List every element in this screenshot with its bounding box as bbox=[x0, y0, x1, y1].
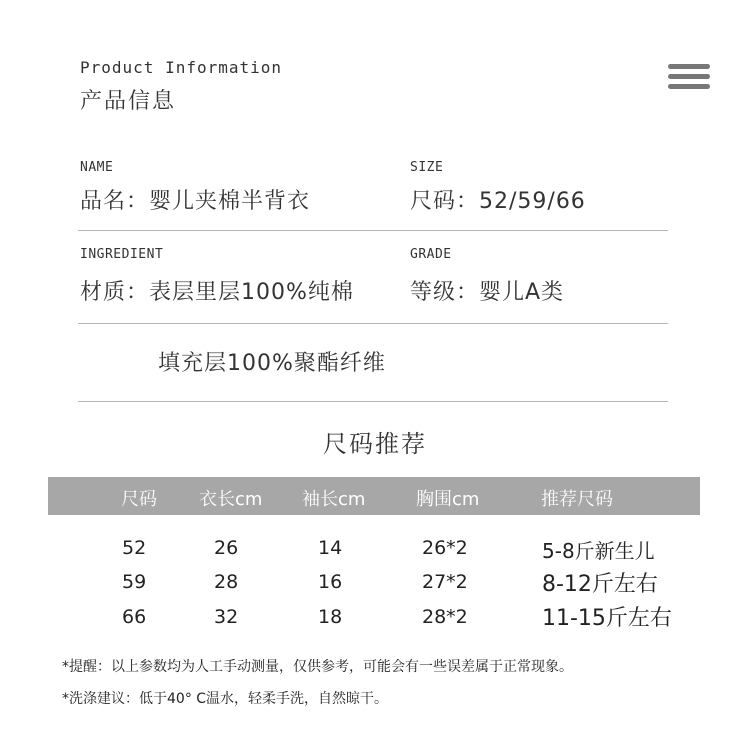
table-cell: 18 bbox=[318, 606, 343, 628]
ingredient-value: 材质：表层里层100%纯棉 bbox=[80, 280, 354, 305]
divider bbox=[78, 323, 668, 324]
ingredient-label: INGREDIENT bbox=[80, 247, 164, 262]
grade-value: 等级：婴儿A类 bbox=[410, 280, 565, 305]
header-recommended: 推荐尺码 bbox=[541, 489, 613, 510]
table-cell: 66 bbox=[122, 606, 147, 628]
size-table-title: 尺码推荐 bbox=[323, 430, 427, 458]
header-size: 尺码 bbox=[121, 489, 157, 510]
table-cell: 28 bbox=[214, 571, 239, 593]
header-chest: 胸围cm bbox=[416, 489, 480, 510]
title-chinese: 产品信息 bbox=[80, 89, 177, 114]
name-label: NAME bbox=[80, 160, 114, 175]
table-cell: 32 bbox=[214, 606, 239, 628]
table-cell: 52 bbox=[122, 537, 147, 559]
table-cell: 8-12斤左右 bbox=[542, 572, 658, 597]
ingredient-value-continued: 填充层100%聚酯纤维 bbox=[158, 351, 386, 376]
table-cell: 16 bbox=[318, 571, 343, 593]
measurement-note: *提醒：以上参数均为人工手动测量，仅供参考，可能会有一些误差属于正常现象。 bbox=[62, 659, 573, 675]
grade-label: GRADE bbox=[410, 247, 452, 262]
size-value: 尺码：52/59/66 bbox=[410, 189, 586, 214]
table-cell: 5-8斤新生儿 bbox=[542, 539, 655, 563]
table-cell: 14 bbox=[318, 537, 343, 559]
title-english: Product Information bbox=[80, 58, 283, 77]
header-length: 衣长cm bbox=[199, 489, 263, 510]
divider bbox=[78, 230, 668, 231]
table-cell: 26*2 bbox=[422, 537, 468, 559]
table-cell: 27*2 bbox=[422, 571, 468, 593]
size-label: SIZE bbox=[410, 160, 444, 175]
table-cell: 11-15斤左右 bbox=[542, 606, 672, 631]
divider bbox=[78, 401, 668, 402]
name-value: 品名：婴儿夹棉半背衣 bbox=[80, 189, 311, 214]
washing-note: *洗涤建议：低于40° C温水，轻柔手洗，自然晾干。 bbox=[62, 691, 389, 707]
table-cell: 59 bbox=[122, 571, 147, 593]
table-cell: 26 bbox=[214, 537, 239, 559]
hamburger-menu-icon[interactable] bbox=[668, 64, 710, 90]
table-cell: 28*2 bbox=[422, 606, 468, 628]
header-sleeve: 袖长cm bbox=[302, 489, 366, 510]
